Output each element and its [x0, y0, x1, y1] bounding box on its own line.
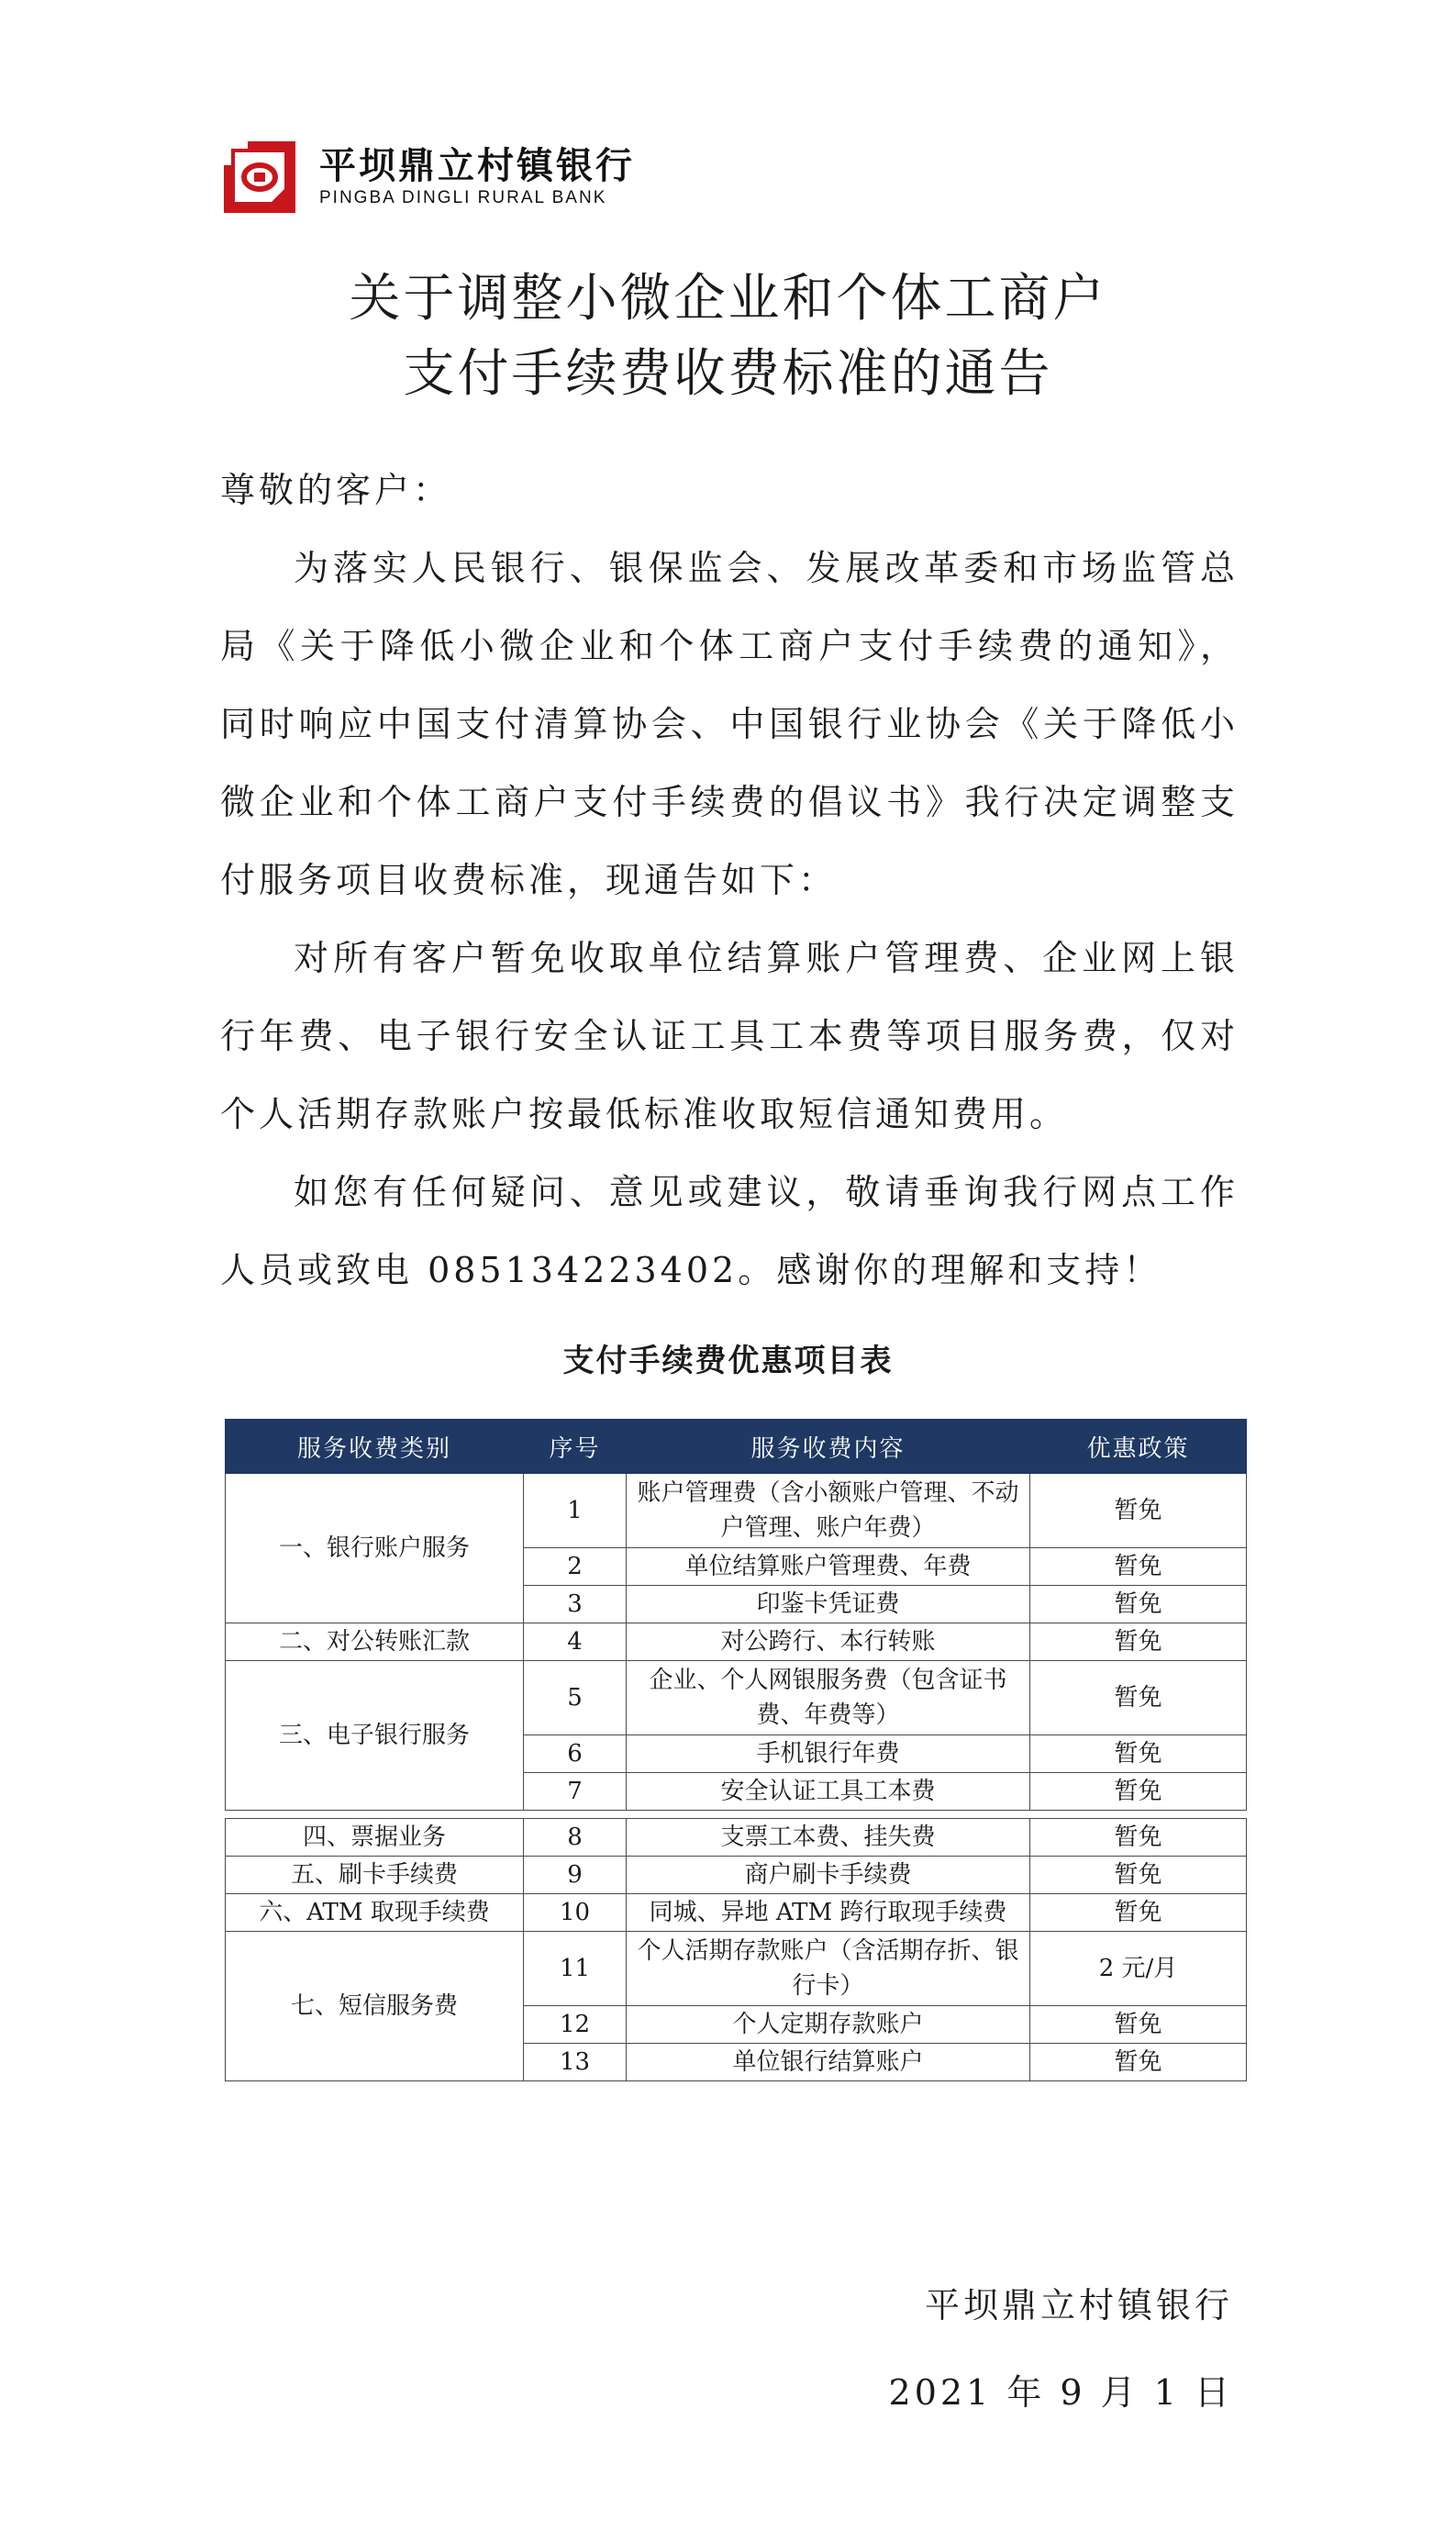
policy-cell: 暂免 [1030, 1474, 1247, 1548]
table-row [226, 1857, 1247, 1894]
bank-name-english: PINGBA DINGLI RURAL BANK [319, 188, 607, 207]
body-paragraph-1: 为落实人民银行、银保监会、发展改革委和市场监管总局《关于降低小微企业和个体工商户支付手续费的通知》，同时响应中国支付清算协会、中国银行业协会《关于降低小微企业和个体工商户支付手续费的倡议书》我行决定调整支付服务项目收费标准，现通告如下： [220, 548, 1239, 900]
header-number: 序号 [524, 1420, 627, 1474]
content-cell: 企业、个人网银服务费（包含证书费、年费等） [627, 1661, 1030, 1735]
category-cell: 四、票据业务 [226, 1819, 524, 1857]
table-header-row [226, 1420, 1247, 1474]
bank-name-chinese: 平坝鼎立村镇银行 [319, 145, 635, 187]
signature-org: 平坝鼎立村镇银行 [924, 2285, 1233, 2326]
content-cell: 支票工本费、挂失费 [627, 1819, 1030, 1857]
number-cell: 2 [524, 1548, 627, 1586]
table-title: 支付手续费优惠项目表 [562, 1343, 894, 1379]
table-row [226, 1474, 1247, 1548]
content-cell: 单位银行结算账户 [627, 2044, 1030, 2081]
table-gap-cell [226, 1811, 1247, 1819]
content-cell: 同城、异地 ATM 跨行取现手续费 [627, 1894, 1030, 1932]
bank-header [220, 138, 635, 217]
content-cell: 个人活期存款账户（含活期存折、银行卡） [627, 1932, 1030, 2006]
table-row [226, 1661, 1247, 1735]
policy-cell: 暂免 [1030, 1773, 1247, 1811]
category-cell: 二、对公转账汇款 [226, 1623, 524, 1661]
policy-cell: 2 元/月 [1030, 1932, 1247, 2006]
policy-cell: 暂免 [1030, 1894, 1247, 1932]
category-cell: 六、ATM 取现手续费 [226, 1894, 524, 1932]
notice-body [220, 452, 1239, 1310]
category-cell: 五、刷卡手续费 [226, 1857, 524, 1894]
signature-block [889, 2262, 1233, 2437]
policy-cell: 暂免 [1030, 1661, 1247, 1735]
policy-cell: 暂免 [1030, 1819, 1247, 1857]
policy-cell: 暂免 [1030, 1857, 1247, 1894]
content-cell: 安全认证工具工本费 [627, 1773, 1030, 1811]
content-cell: 个人定期存款账户 [627, 2006, 1030, 2044]
policy-cell: 暂免 [1030, 1735, 1247, 1773]
content-cell: 手机银行年费 [627, 1735, 1030, 1773]
table-row [226, 1623, 1247, 1661]
fee-discount-table [225, 1419, 1247, 2081]
notice-title [0, 262, 1456, 412]
table-row [226, 1932, 1247, 2006]
category-cell: 七、短信服务费 [226, 1932, 524, 2081]
number-cell: 11 [524, 1932, 627, 2006]
content-cell: 对公跨行、本行转账 [627, 1623, 1030, 1661]
number-cell: 10 [524, 1894, 627, 1932]
number-cell: 7 [524, 1773, 627, 1811]
notice-title-line-2: 支付手续费收费标准的通告 [403, 344, 1053, 404]
body-paragraph-2: 对所有客户暂免收取单位结算账户管理费、企业网上银行年费、电子银行安全认证工具工本费等项目服务费，仅对个人活期存款账户按最低标准收取短信通知费用。 [220, 938, 1239, 1134]
salutation: 尊敬的客户： [220, 470, 452, 510]
body-paragraph-3: 如您有任何疑问、意见或建议，敬请垂询我行网点工作人员或致电 085134223402。感谢你的理解和支持！ [220, 1172, 1239, 1290]
notice-title-line-1: 关于调整小微企业和个体工商户 [349, 269, 1107, 329]
number-cell: 3 [524, 1586, 627, 1623]
number-cell: 4 [524, 1623, 627, 1661]
signature-date: 2021 年 9 月 1 日 [888, 2372, 1233, 2413]
number-cell: 6 [524, 1735, 627, 1773]
content-cell: 单位结算账户管理费、年费 [627, 1548, 1030, 1586]
number-cell: 8 [524, 1819, 627, 1857]
policy-cell: 暂免 [1030, 1586, 1247, 1623]
content-cell: 账户管理费（含小额账户管理、不动户管理、账户年费） [627, 1474, 1030, 1548]
number-cell: 5 [524, 1661, 627, 1735]
number-cell: 9 [524, 1857, 627, 1894]
policy-cell: 暂免 [1030, 2044, 1247, 2081]
number-cell: 12 [524, 2006, 627, 2044]
content-cell: 印鉴卡凭证费 [627, 1586, 1030, 1623]
category-cell: 三、电子银行服务 [226, 1661, 524, 1811]
number-cell: 13 [524, 2044, 627, 2081]
header-category: 服务收费类别 [226, 1420, 524, 1474]
number-cell: 1 [524, 1474, 627, 1548]
policy-cell: 暂免 [1030, 2006, 1247, 2044]
header-policy: 优惠政策 [1030, 1420, 1247, 1474]
policy-cell: 暂免 [1030, 1623, 1247, 1661]
table-gap [226, 1811, 1247, 1819]
category-cell: 一、银行账户服务 [226, 1474, 524, 1623]
bank-logo-icon [220, 138, 299, 217]
bank-name [319, 145, 635, 209]
content-cell: 商户刷卡手续费 [627, 1857, 1030, 1894]
policy-cell: 暂免 [1030, 1548, 1247, 1586]
header-content: 服务收费内容 [627, 1420, 1030, 1474]
table-row [226, 1819, 1247, 1857]
table-row [226, 1894, 1247, 1932]
